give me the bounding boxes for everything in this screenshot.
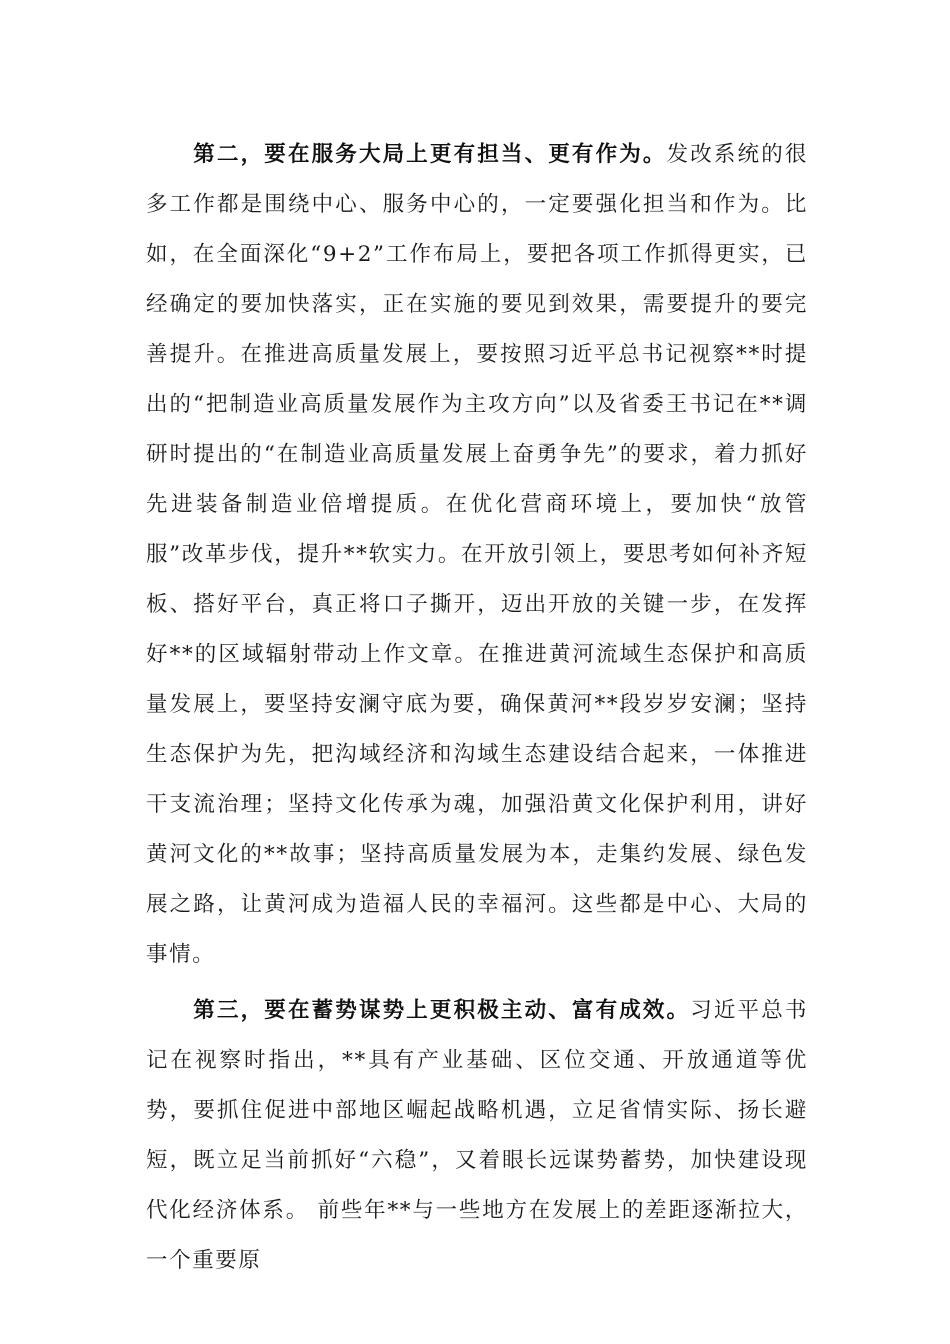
- document-body: [146, 130, 808, 1286]
- paragraph-lead-heading: 第二，要在服务大局上更有担当、更有作为。: [193, 142, 667, 167]
- paragraph-lead-heading: 第三，要在蓄势谋势上更积极主动、富有成效。: [193, 998, 691, 1023]
- paragraph-second-point: [146, 130, 808, 980]
- paragraph-body-text: 习近平总书记在视察时指出，**具有产业基础、区位交通、开放通道等优势，要抓住促进中部地区崛起战略机遇，立足省情实际、扬长避短，既立足当前抓好“六稳”，又着眼长远谋势蓄势，加快建设现代化经济体系。 前些年**与一些地方在发展上的差距逐渐拉大，一个重要原: [146, 998, 808, 1273]
- paragraph-body-text: 发改系统的很多工作都是围绕中心、服务中心的，一定要强化担当和作为。比如，在全面深化“9+2”工作布局上，要把各项工作抓得更实，已经确定的要加快落实，正在实施的要见到效果，需要提升的要完善提升。在推进高质量发展上，要按照习近平总书记视察**时提出的“把制造业高质量发展作为主攻方向”以及省委王书记在**调研时提出的“在制造业高质量发展上奋勇争先”的要求，着力抓好先进装备制造业倍增提质。在优化营商环境上，要加快“放管服”改革步伐，提升**软实力。在开放引领上，要思考如何补齐短板、搭好平台，真正将口子撕开，迈出开放的关键一步，在发挥好**的区域辐射带动上作文章。在推进黄河流域生态保护和高质量发展上，要坚持安澜守底为要，确保黄河**段岁岁安澜；坚持生态保护为先，把沟域经济和沟域生态建设结合起来，一体推进干支流治理；坚持文化传承为魂，加强沿黄文化保护利用，讲好黄河文化的**故事；坚持高质量发展为本，走集约发展、绿色发展之路，让黄河成为造福人民的幸福河。这些都是中心、大局的事情。: [146, 142, 808, 967]
- paragraph-third-point: [146, 986, 808, 1286]
